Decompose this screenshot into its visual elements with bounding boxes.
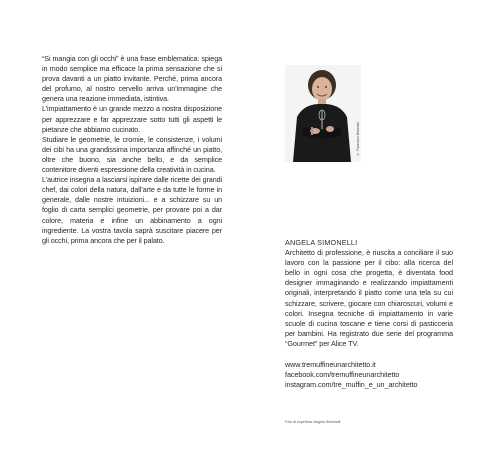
back-cover-description [42,54,222,246]
author-portrait-illustration [285,65,361,162]
author-name: ANGELA SIMONELLI [285,238,358,247]
instagram-link[interactable]: instagram.com/tre_muffin_e_un_architetto [285,380,418,390]
author-links [285,360,460,390]
author-bio: Architetto di professione, è riuscita a conciliare il suo lavoro con la passione per il cibo: alla ricerca del bello in ogni cosa che progetta, è diventata food designer immaginando e realizzando impiattamenti originali, interpretando il piatto come una tela su cui schizzare, scrivere, giocare con chiaroscuri, volumi e colori. Insegna tecniche di impiattamento in varie scuole di cucina toscane e tiene corsi di pasticceria per bambini. Ha registrato due serie del programma “Gourmet” per Alice TV. [285,248,453,348]
description-paragraph-4: L’autrice insegna a lasciarsi ispirare dalle ricette dei grandi chef, dai colori della natura, dall’arte e da tutte le forme in generale, dalle nostre intuizioni... e a schizzare su un foglio di carta semplici geometrie, per provare poi a dar colore, materia e infine un abbinamento a ogni ingrediente. La vostra tavola saprà suscitare piacere per gli occhi, prima ancora che per il palato. [42,175,222,245]
photo-credit: © Francesco Bonomini [356,122,360,156]
description-paragraph-1: “Si mangia con gli occhi” è una frase emblematica: spiega in modo semplice ma efficace la prima sensazione che si prova davanti a un piatto invitante. Perché, prima ancora del profumo, al nostro cervello arriva un’immagine che genera una reazione immediata, istintiva. [42,54,222,104]
cover-photo-credit: Foto di copertina: Angela Simonelli [285,420,341,424]
author-portrait [285,65,361,162]
facebook-link[interactable]: facebook.com/tremuffineunarchitetto [285,370,400,380]
author-section [285,65,460,390]
description-paragraph-2: L’impiattamento è un grande mezzo a nostra disposizione per apprezzare e far apprezzare sotto tutti gli aspetti le pietanze che abbiamo cucinato. [42,104,222,134]
description-paragraph-3: Studiare le geometrie, le cromie, le consistenze, i volumi dei cibi ha una grandissima importanza affinché un piatto, oltre che buono, sia anche bello, e da semplice contenitore diventi espressione della creatività in cucina. [42,134,222,175]
website-link[interactable]: www.tremuffineunarchitetto.it [285,360,376,370]
